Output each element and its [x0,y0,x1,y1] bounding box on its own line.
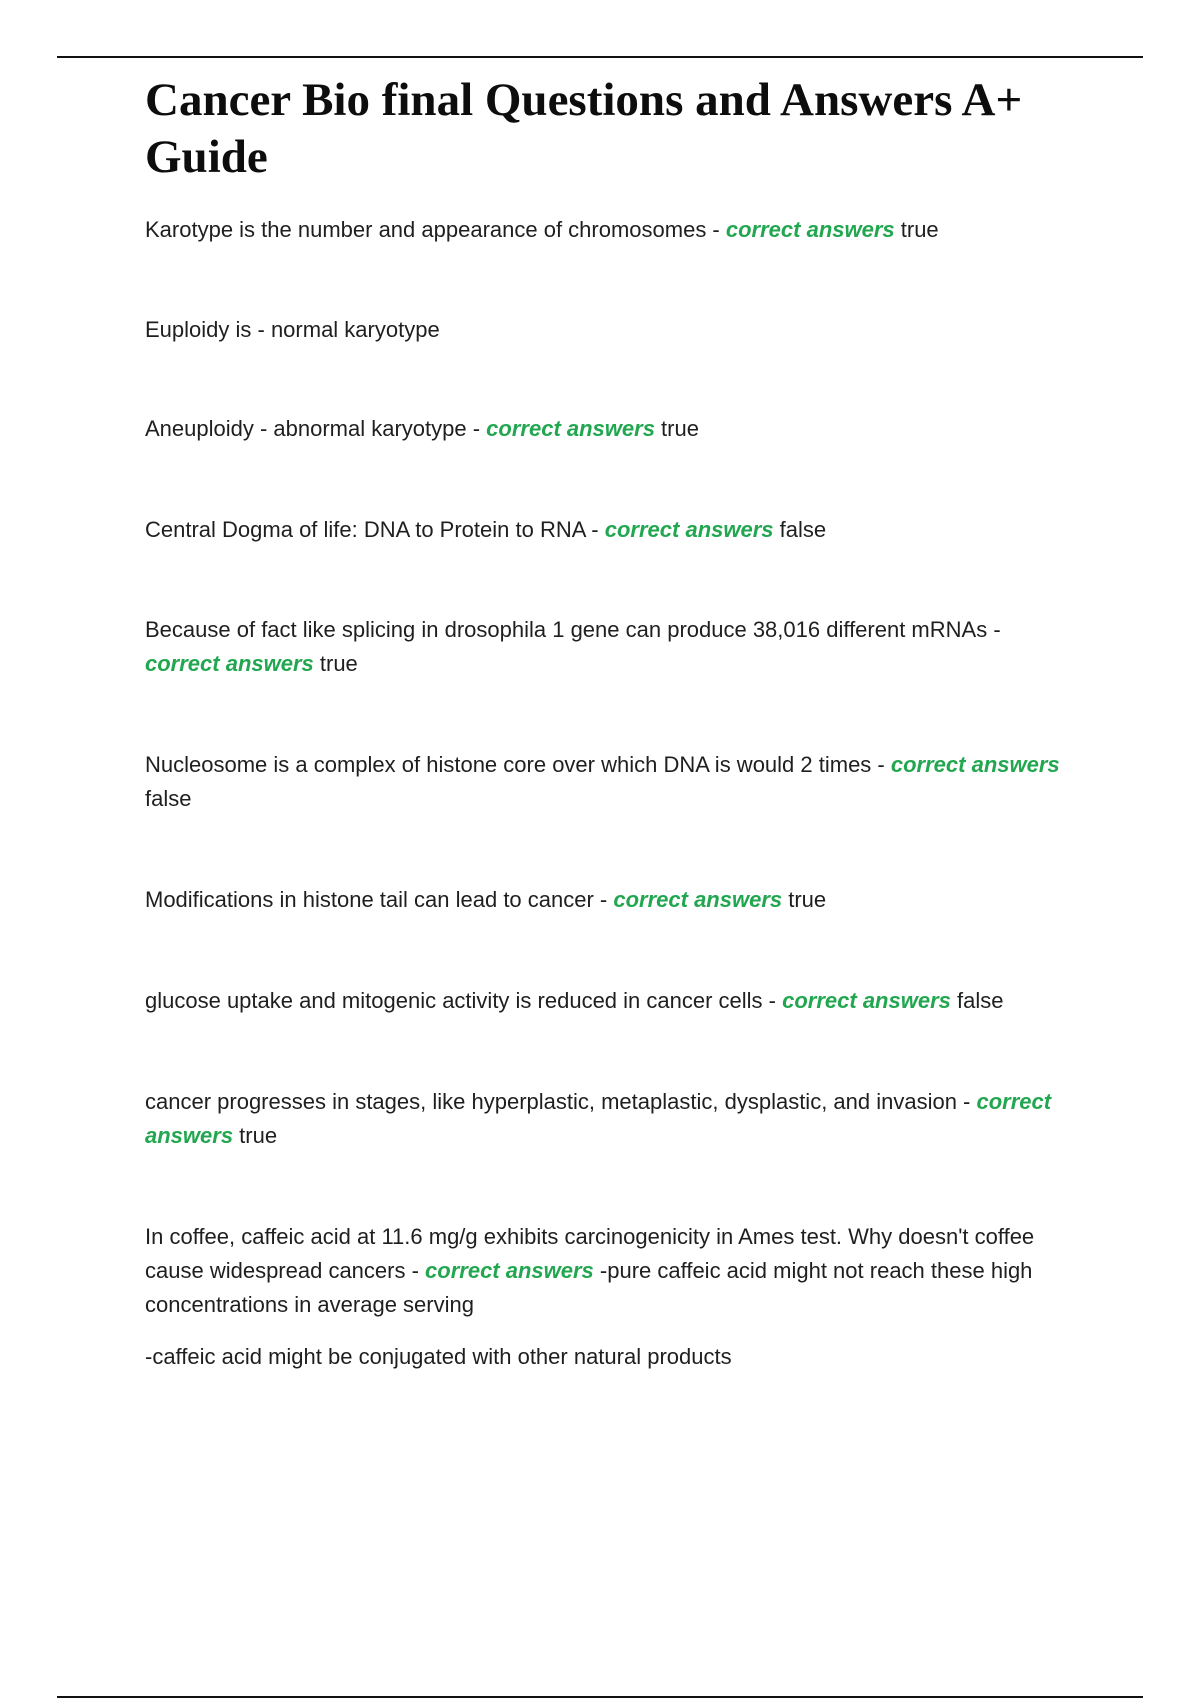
answer-text: true [654,416,699,441]
top-rule [57,56,1143,58]
qa-item-3 [145,412,1075,446]
qa-item-4 [145,513,1075,547]
answer-text: -pure caffeic acid might not reach these high concentrations in average serving [145,1258,1033,1317]
question-text: Because of fact like splicing in drosophila 1 gene can produce 38,016 different mRNAs - [145,617,1001,642]
correct-answers-label: correct answers [725,217,895,242]
question-text: Euploidy is - normal karyotype [145,317,440,342]
correct-answers-label: correct answers [145,1089,1052,1148]
qa-item-8 [145,984,1075,1018]
answer-text: false [773,517,827,542]
question-text: Karotype is the number and appearance of chromosomes - [145,217,726,242]
question-text: Aneuploidy - abnormal karyotype - [145,416,487,441]
bottom-rule [57,1696,1143,1698]
question-text: glucose uptake and mitogenic activity is reduced in cancer cells - [145,988,783,1013]
answer-text: true [233,1123,278,1148]
correct-answers-label: correct answers [782,988,951,1013]
qa-item-1 [145,213,1075,247]
qa-item-6 [145,748,1075,816]
correct-answers-label: correct answers [486,416,655,441]
answer-text: false [950,988,1004,1013]
answer-text: true [313,651,358,676]
question-text: Central Dogma of life: DNA to Protein to RNA - [145,517,605,542]
correct-answers-label: correct answers [613,887,783,912]
answer-continuation: -caffeic acid might be conjugated with other natural products [145,1344,732,1369]
question-text: Nucleosome is a complex of histone core over which DNA is would 2 times - [145,752,891,777]
answer-text: true [894,217,939,242]
qa-item-10 [145,1220,1075,1322]
answer-text: false [145,786,192,811]
document-header [145,72,1075,186]
question-text: Modifications in histone tail can lead to cancer - [145,887,614,912]
document-title: Cancer Bio final Questions and Answers A+ Guide [145,74,1023,183]
correct-answers-label: correct answers [604,517,774,542]
qa-item-2 [145,313,1075,347]
correct-answers-label: correct answers [425,1258,594,1283]
answer-text: true [782,887,827,912]
correct-answers-label: correct answers [145,651,314,676]
question-text: In coffee, caffeic acid at 11.6 mg/g exhibits carcinogenicity in Ames test. Why doesn't coffee cause widespread cancers - [145,1224,1035,1283]
correct-answers-label: correct answers [890,752,1060,777]
question-text: cancer progresses in stages, like hyperplastic, metaplastic, dysplastic, and invasion - [145,1089,977,1114]
qa-item-7 [145,883,1075,917]
qa-item-9 [145,1085,1075,1153]
qa-item-5 [145,613,1075,681]
qa-item-10-extra [145,1340,1075,1374]
